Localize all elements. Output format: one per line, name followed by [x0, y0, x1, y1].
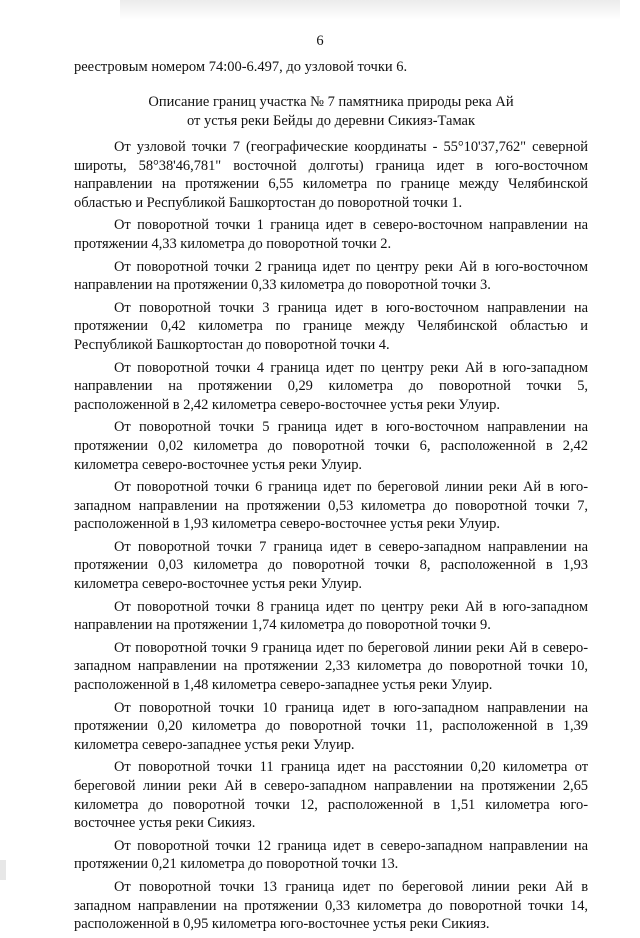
section-heading [74, 93, 588, 131]
paragraph: От поворотной точки 2 граница идет по центру реки Ай в юго-восточном направлении на протяжении 0,33 километра до поворотной точки 3. [74, 258, 588, 294]
scan-artifact [0, 860, 6, 880]
paragraph: От поворотной точки 8 граница идет по центру реки Ай в юго-западном направлении на протяжении 1,74 километра до поворотной точки 9. [74, 598, 588, 634]
paragraph: От поворотной точки 13 граница идет по береговой линии реки Ай в западном направлении на протяжении 0,33 километра до поворотной точки 14, расположенной в 0,95 километра юго-восточнее устья реки Сикияз. [74, 878, 588, 933]
paragraph: От узловой точки 7 (географические координаты - 55°10'37,762" северной широты, 58°38'46,781" восточной долготы) граница идет в юго-восточном направлении на протяжении 6,55 километра по границе между Челябинской областью и Республикой Башкортостан до поворотной точки 1. [74, 139, 588, 211]
paragraph: От поворотной точки 1 граница идет в северо-восточном направлении на протяжении 4,33 километра до поворотной точки 2. [74, 217, 588, 252]
paragraph: От поворотной точки 12 граница идет в северо-западном направлении на протяжении 0,21 километра до поворотной точки 13. [74, 837, 588, 873]
paragraph: От поворотной точки 3 граница идет в юго-восточном направлении на протяжении 0,42 километра по границе между Челябинской областью и Республикой Башкортостан до поворотной точки 4. [74, 299, 588, 353]
paragraph: От поворотной точки 10 граница идет в юго-западном направлении на протяжении 0,20 километра до поворотной точки 11, расположенной в 1,39 километра северо-западнее устья реки Улуир. [74, 699, 588, 753]
page-number: 6 [316, 33, 324, 49]
paragraph: От поворотной точки 9 граница идет по береговой линии реки Ай в северо-западном направлении на протяжении 2,33 километра до поворотной точки 10, расположенной в 1,48 километра северо-западнее устья реки Улуир. [74, 639, 588, 694]
intro-line: реестровым номером 74:00-6.497, до узловой точки 6. [74, 59, 408, 75]
paragraph: От поворотной точки 5 граница идет в юго-восточном направлении на протяжении 0,02 километра до поворотной точки 6, расположенной в 2,42 километра северо-восточнее устья реки Улуир. [74, 419, 588, 473]
heading-line-2: от устья реки Бейды до деревни Сикияз-Тамак [186, 113, 476, 129]
heading-line-1: Описание границ участка № 7 памятника природы река Ай [148, 94, 514, 110]
document-body [74, 138, 588, 938]
paragraph: От поворотной точки 7 граница идет в северо-западном направлении на протяжении 0,03 километра до поворотной точки 8, расположенной в 1,93 километра северо-восточнее устья реки Улуир. [74, 538, 588, 593]
paragraph: От поворотной точки 6 граница идет по береговой линии реки Ай в юго-западном направлении на протяжении 0,53 километра до поворотной точки 7, расположенной в 1,93 километра северо-восточнее устья реки Улуир. [74, 479, 588, 533]
scan-artifact [120, 0, 620, 20]
paragraph: От поворотной точки 11 граница идет на расстоянии 0,20 километра от береговой линии реки Ай в северо-западном направлении на протяжении 2,65 километра до поворотной точки 12, расположенной в 1,51 километра юго-восточнее устья реки Сикияз. [74, 759, 588, 832]
paragraph: От поворотной точки 4 граница идет по центру реки Ай в юго-западном направлении на протяжении 0,29 километра до поворотной точки 5, расположенной в 2,42 километра северо-восточнее устья реки Улуир. [74, 359, 588, 413]
